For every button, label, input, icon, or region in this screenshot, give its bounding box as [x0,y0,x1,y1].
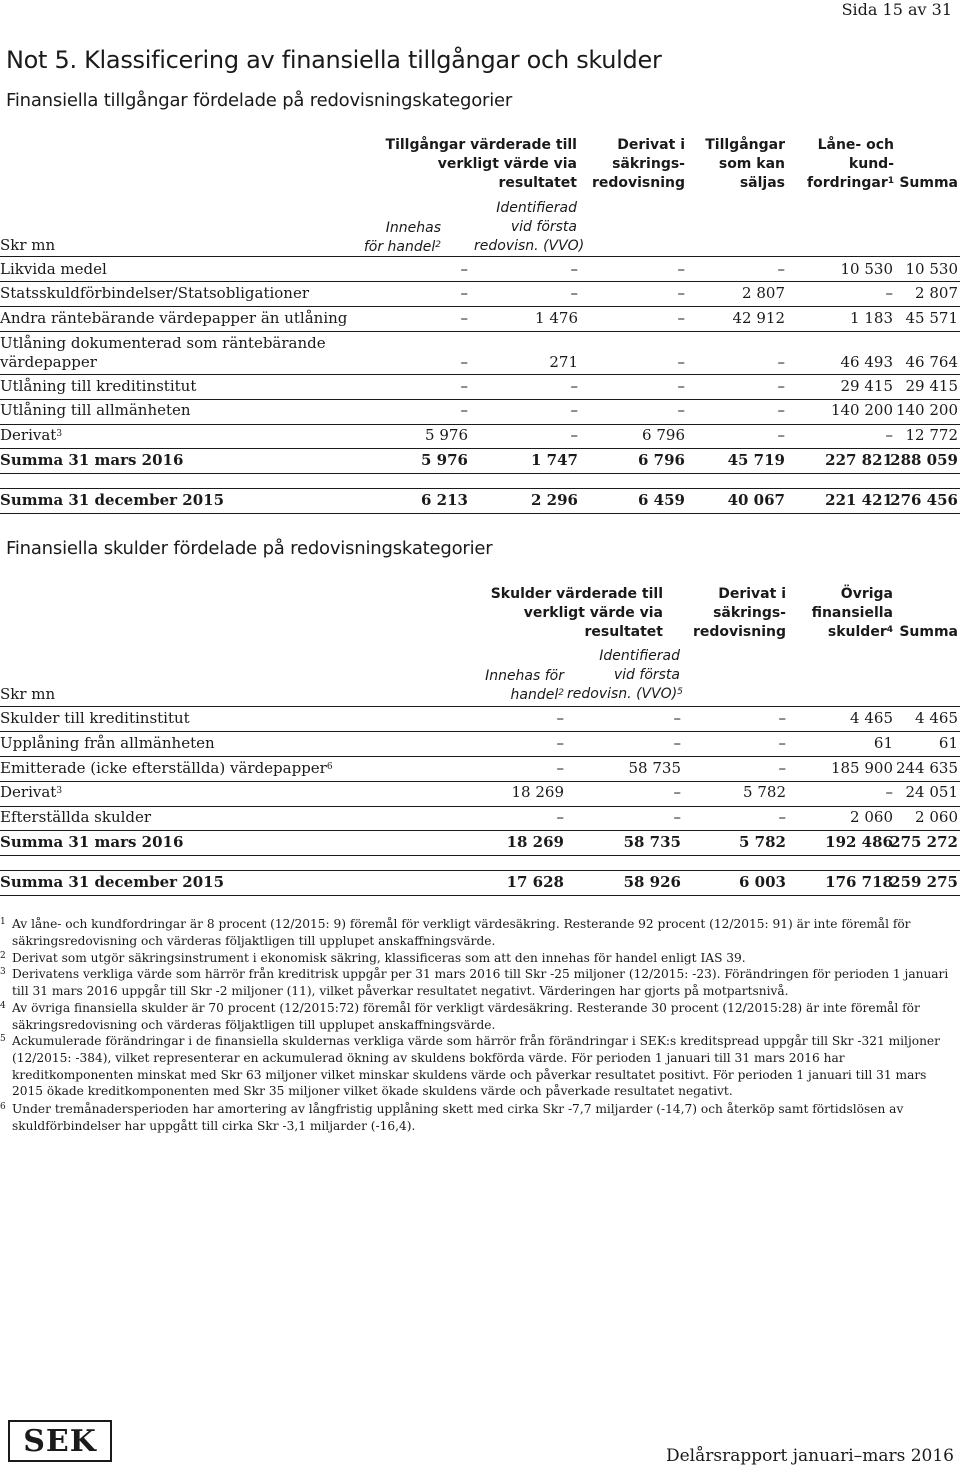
footnote-number: 3 [0,967,6,977]
liabilities-cell: 2 060 [850,808,893,826]
assets-rule [0,256,960,257]
liabilities-row-label [0,833,183,852]
assets-cell: – [460,377,468,395]
liabilities-cell: – [885,783,893,801]
row-label-text: Efterställda skulder [0,808,152,826]
assets-header-designated: Identifierad vid första [496,200,577,235]
liabilities-subtitle: Finansiella skulder fördelade på redovisningskategorier [6,538,493,559]
liabilities-rule [0,756,960,757]
assets-cell: 5 976 [425,426,468,444]
assets-rule [0,374,960,375]
footnote-item [0,1000,950,1034]
row-label-text: Likvida medel [0,260,107,278]
liabilities-header-fair-value: Skulder värderade till verkligt värde via resultatet [490,586,663,640]
assets-header-loans: Låne- och kund- fordringar$^1$ [807,137,894,191]
liabilities-cell: 58 735 [628,759,681,777]
liabilities-cell: 5 782 [739,833,786,851]
row-label-text: Summa 31 mars 2016 [0,451,184,469]
assets-rule [0,473,960,474]
assets-row-label [0,309,347,328]
assets-cell: 1 183 [850,309,893,327]
liabilities-cell: – [556,759,564,777]
liabilities-cell: 58 926 [623,873,681,891]
assets-cell: – [677,309,685,327]
assets-cell: 45 571 [905,309,958,327]
liabilities-cell: – [778,709,786,727]
assets-cell: – [677,401,685,419]
assets-cell: – [570,426,578,444]
liabilities-row-label [0,759,333,778]
assets-rule [0,331,960,332]
assets-cell: – [885,426,893,444]
note-title: Not 5. Klassificering av finansiella tillgångar och skulder [6,46,662,74]
liabilities-cell: 61 [938,734,958,752]
footnote-ref: 6 [326,762,333,772]
liabilities-cell: – [778,734,786,752]
assets-subtitle: Finansiella tillgångar fördelade på redovisningskategorier [6,90,513,111]
footnote-text: Av låne- och kundfordringar är 8 procent (12/2015: 9) föremål för verkligt värdesäkring. Resterande 92 procent (12/2015: 91) är inte föremål för säkringsredovisning och värderas följaktligen till upplupet anskaffningsvärde. [12,917,911,948]
assets-cell: 276 456 [890,491,958,509]
liabilities-cell: 18 269 [511,783,564,801]
assets-row-label [0,401,191,420]
assets-cell: – [885,284,893,302]
footnote-text: Derivatens verkliga värde som härrör från kreditrisk uppgår per 31 mars 2016 till Skr -25 miljoner (12/2015: -23). Förändringen för perioden 1 januari till 31 mars 2016 uppgår till Skr -2 miljoner (11), vilket påverkar resultatet negativt. Värderingen har gjorts på motpartsnivå. [12,967,949,998]
assets-cell: – [677,353,685,371]
liabilities-header-hedge: Derivat i säkrings- redovisning [692,586,786,640]
assets-row-label [0,426,62,445]
row-label-text: Derivat [0,783,57,801]
liabilities-unit-label: Skr mn [0,685,56,703]
liabilities-cell: 58 735 [623,833,681,851]
assets-cell: 2 296 [531,491,578,509]
liabilities-header-held-for-trading: Innehas för handel$^2$ [485,668,564,703]
liabilities-rule [0,830,960,831]
page-number: Sida 15 av 31 [841,0,952,19]
liabilities-rule [0,781,960,782]
assets-row-label [0,491,224,510]
liabilities-cell: – [556,709,564,727]
row-label-line: Utlåning dokumenterad som räntebärande [0,334,326,352]
liabilities-rule [0,895,960,896]
assets-header-afs: Tillgångar som kan säljas [705,137,785,191]
liabilities-cell: 244 635 [895,759,958,777]
assets-rule [0,424,960,425]
footer-report-title: Delårsrapport januari–mars 2016 [665,1446,954,1466]
liabilities-rule [0,806,960,807]
row-label-text: Skulder till kreditinstitut [0,709,190,727]
assets-cell: – [677,260,685,278]
assets-cell: – [677,284,685,302]
assets-cell: 46 764 [905,353,958,371]
assets-header-hedge: Derivat i säkrings- redovisning [591,137,685,191]
row-label-text: Summa 31 december 2015 [0,873,225,891]
row-label-text: Utlåning till allmänheten [0,401,191,419]
assets-cell: 10 530 [840,260,893,278]
liabilities-cell: 176 718 [825,873,893,891]
liabilities-header-designated: Identifierad vid första [599,648,680,683]
assets-cell: 6 213 [421,491,468,509]
assets-row-label [0,284,309,303]
liabilities-cell: – [673,734,681,752]
liabilities-cell: 259 275 [890,873,958,891]
assets-cell: 6 796 [638,451,685,469]
liabilities-cell: – [673,709,681,727]
footnote-item [0,1033,950,1100]
liabilities-row-label [0,873,224,892]
liabilities-cell: 192 486 [825,833,893,851]
footnote-number: 4 [0,1001,6,1011]
liabilities-header-designated-c: redovisn. (VVO)$^5$ [567,686,683,702]
assets-row-label [0,377,196,396]
assets-cell: – [777,260,785,278]
assets-cell: 140 200 [895,401,958,419]
liabilities-cell: 185 900 [830,759,893,777]
liabilities-cell: – [778,808,786,826]
assets-cell: – [460,353,468,371]
assets-rule [0,281,960,282]
footnote-item [0,950,950,967]
assets-cell: – [570,284,578,302]
assets-unit-label: Skr mn [0,236,56,254]
footnote-number: 1 [0,917,6,927]
assets-cell: 6 459 [638,491,685,509]
assets-row-label [0,334,326,372]
footnote-item [0,916,950,950]
footnote-number: 6 [0,1102,6,1112]
assets-cell: 221 421 [825,491,893,509]
assets-cell: – [777,377,785,395]
footnote-ref: 3 [56,429,63,439]
liabilities-cell: – [556,734,564,752]
liabilities-rule [0,731,960,732]
assets-cell: 46 493 [840,353,893,371]
liabilities-cell: 4 465 [915,709,958,727]
assets-cell: – [677,377,685,395]
row-label-text: Summa 31 mars 2016 [0,833,184,851]
assets-cell: 140 200 [830,401,893,419]
assets-cell: 5 976 [421,451,468,469]
assets-cell: – [460,401,468,419]
assets-cell: – [460,309,468,327]
assets-cell: 288 059 [890,451,958,469]
assets-cell: 271 [549,353,578,371]
assets-cell: 2 807 [742,284,785,302]
liabilities-cell: 4 465 [850,709,893,727]
assets-cell: – [570,401,578,419]
liabilities-rule [0,855,960,856]
row-label-line: värdepapper [0,353,97,371]
assets-cell: 10 530 [905,260,958,278]
liabilities-rule [0,870,960,871]
footnote-text: Derivat som utgör säkringsinstrument i ekonomisk säkring, klassificeras som att den innehas för handel enligt IAS 39. [12,951,746,965]
liabilities-cell: 18 269 [506,833,564,851]
assets-cell: 2 807 [915,284,958,302]
liabilities-cell: – [556,808,564,826]
sek-logo: SEK [8,1420,112,1462]
liabilities-header-total: Summa [899,624,958,640]
assets-rule [0,513,960,514]
assets-cell: 45 719 [727,451,785,469]
liabilities-cell: 2 060 [915,808,958,826]
assets-cell: – [460,284,468,302]
row-label-text: Emitterade (icke efterställda) värdepapper [0,759,327,777]
liabilities-cell: – [673,808,681,826]
liabilities-cell: 24 051 [905,783,958,801]
liabilities-row-label [0,783,62,802]
footnote-text: Ackumulerade förändringar i de finansiella skuldernas verkliga värde som härrör från förändringar i SEK:s kreditspread uppgår till Skr -321 miljoner (12/2015: -384), vilket representerar en ackumulerad ökning av skuldens bokförda värde. För perioden 1 januari till 31 mars 2016 har kreditkomponenten minskat med Skr 63 miljoner vilket minskar skuldens värde och påverkar resultatet positivt. För perioden 1 januari till 31 mars 2015 ökade kreditkomponenten med Skr 35 miljoner vilket ökade skuldens värde och påverkade resultatet negativt. [12,1034,940,1099]
row-label-text: Summa 31 december 2015 [0,491,225,509]
liabilities-cell: – [778,759,786,777]
liabilities-row-label [0,709,190,728]
assets-cell: 29 415 [905,377,958,395]
assets-cell: 12 772 [905,426,958,444]
liabilities-row-label [0,734,215,753]
liabilities-cell: 275 272 [890,833,958,851]
assets-cell: 40 067 [727,491,785,509]
assets-cell: 1 747 [531,451,578,469]
row-label-text: Utlåning till kreditinstitut [0,377,197,395]
footnote-item [0,966,950,1000]
assets-cell: – [570,377,578,395]
liabilities-cell: 17 628 [506,873,564,891]
liabilities-row-label [0,808,151,827]
assets-rule [0,399,960,400]
assets-rule [0,448,960,449]
footnote-number: 5 [0,1034,6,1044]
assets-cell: 29 415 [840,377,893,395]
row-label-text: Andra räntebärande värdepapper än utlåning [0,309,348,327]
assets-header-total: Summa [899,175,958,191]
assets-row-label [0,451,183,470]
liabilities-cell: – [673,783,681,801]
assets-row-label [0,260,107,279]
assets-cell: – [460,260,468,278]
liabilities-cell: 6 003 [739,873,786,891]
row-label-text: Upplåning från allmänheten [0,734,215,752]
liabilities-rule [0,706,960,707]
assets-rule [0,488,960,489]
liabilities-cell: 5 782 [743,783,786,801]
assets-cell: – [777,401,785,419]
footnote-ref: 3 [56,786,63,796]
footnote-number: 2 [0,951,6,961]
assets-cell: – [777,426,785,444]
assets-rule [0,306,960,307]
assets-header-designated-c: redovisn. (VVO) [474,238,585,254]
footnote-item [0,1101,950,1135]
assets-cell: 1 476 [535,309,578,327]
liabilities-cell: 61 [873,734,893,752]
liabilities-header-other: Övriga finansiella skulder$^4$ [811,586,893,640]
assets-header-fair-value: Tillgångar värderade till verkligt värde via resultatet [385,137,577,191]
footnote-text: Under tremånadersperioden har amortering av långfristig upplåning skett med cirka Skr -7,7 miljarder (-14,7) och återköp samt förtidslösen av skuldförbindelser har uppgått till cirka Skr -3,1 miljarder (-16,4). [12,1102,904,1133]
footnote-text: Av övriga finansiella skulder är 70 procent (12/2015:72) föremål för verkligt värdesäkring. Resterande 30 procent (12/2015:28) är inte föremål för säkringsredovisning och värderas följaktligen till upplupet anskaffningsvärde. [12,1001,920,1032]
assets-cell: – [570,260,578,278]
assets-cell: 6 796 [642,426,685,444]
assets-cell: 42 912 [732,309,785,327]
assets-header-held-for-trading: Innehas för handel$^2$ [363,220,441,255]
assets-cell: 227 821 [825,451,893,469]
row-label-text: Statsskuldförbindelser/Statsobligationer [0,284,310,302]
row-label-text: Derivat [0,426,57,444]
assets-cell: – [777,353,785,371]
